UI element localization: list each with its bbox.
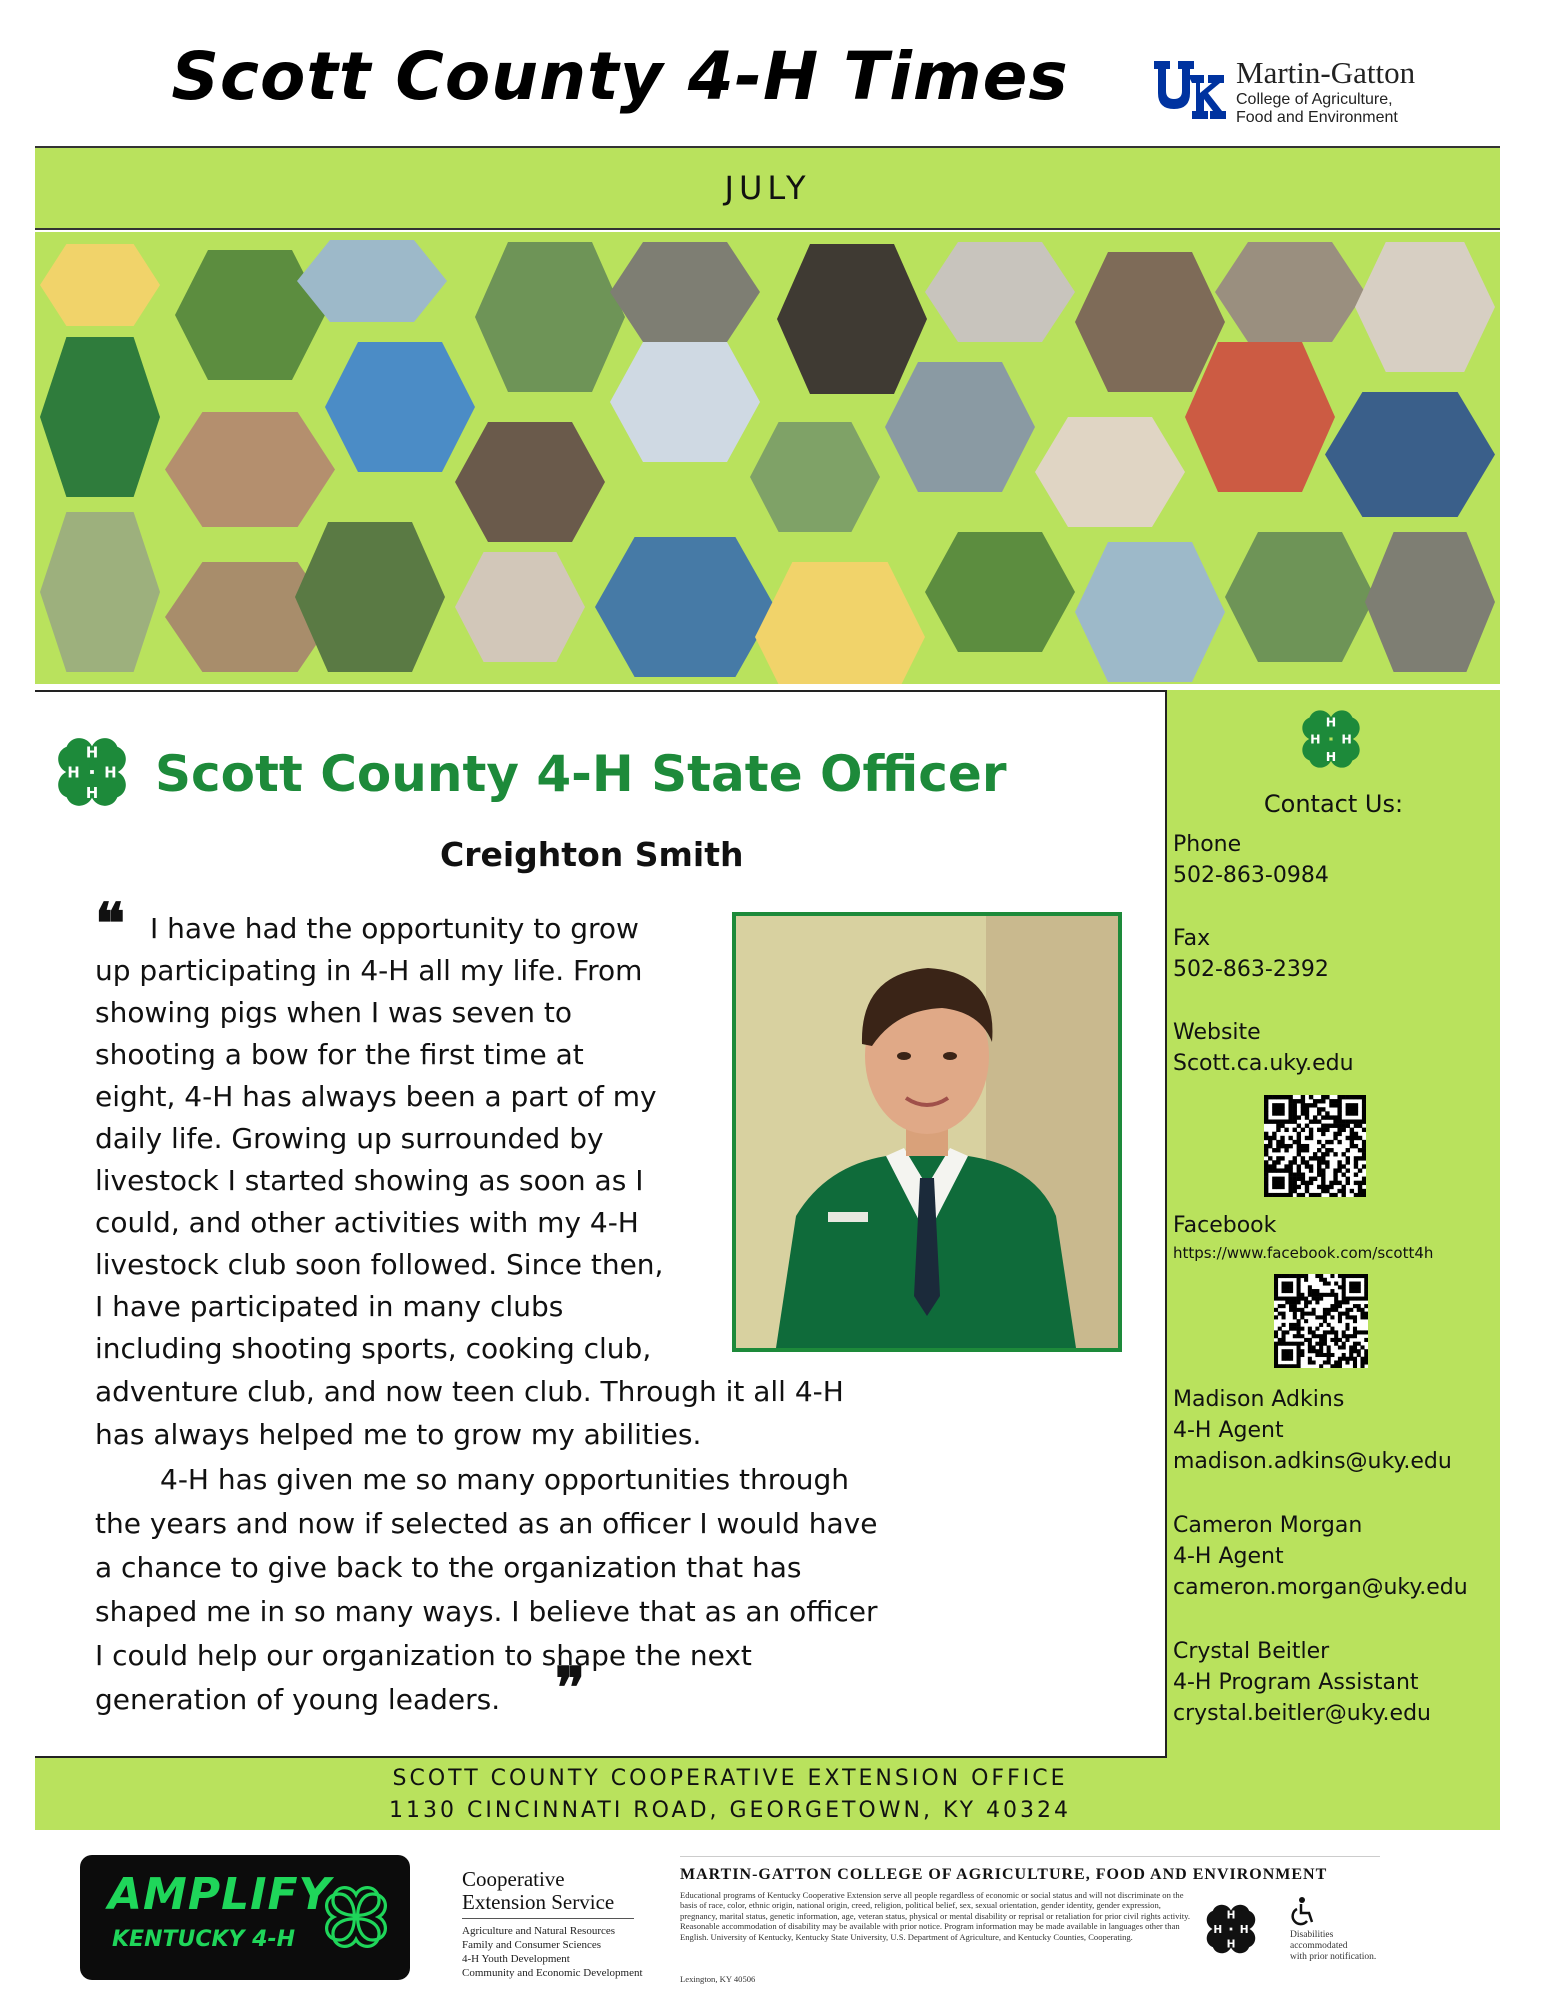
collage-photo — [455, 422, 605, 542]
uk-logo-sub-line2: Food and Environment — [1236, 109, 1398, 126]
collage-photo — [1365, 532, 1495, 672]
collage-photo — [40, 244, 160, 326]
four-h-clover-icon — [46, 726, 138, 818]
disability-line: Disabilities — [1290, 1930, 1334, 1940]
collage-photo — [40, 512, 160, 672]
svg-text:H: H — [1213, 1923, 1223, 1936]
website-qr-code-icon[interactable] — [1264, 1095, 1366, 1197]
collage-photo — [750, 422, 880, 532]
website-link[interactable]: Scott.ca.uky.edu — [1173, 1051, 1354, 1076]
amplify-subtext: KENTUCKY 4-H — [112, 1927, 295, 1952]
contact-role: 4-H Agent — [1173, 1418, 1284, 1443]
collage-photo — [1035, 417, 1185, 527]
quote-open-mark: ❝ — [95, 891, 126, 957]
article-line: up participating in 4-H all my life. From — [95, 954, 643, 987]
svg-text:H: H — [1226, 1938, 1236, 1951]
article-line: I could help our organization to shape the next — [95, 1639, 752, 1672]
fax-label: Fax — [1173, 926, 1211, 951]
contact-role: 4-H Agent — [1173, 1544, 1284, 1569]
article-line: I have participated in many clubs — [95, 1290, 564, 1323]
article-line: including shooting sports, cooking club, — [95, 1332, 652, 1365]
collage-photo — [885, 362, 1035, 492]
four-h-clover-icon — [1198, 1896, 1264, 1962]
office-address: 1130 CINCINNATI ROAD, GEORGETOWN, KY 40324 — [388, 1798, 1071, 1823]
ces-program: 4-H Youth Development — [462, 1953, 570, 1965]
svg-text:H: H — [1325, 714, 1337, 730]
contact-name: Madison Adkins — [1173, 1387, 1345, 1412]
svg-text:H: H — [1239, 1923, 1249, 1936]
collage-photo — [1325, 392, 1495, 517]
facebook-qr-code-icon[interactable] — [1274, 1274, 1368, 1368]
disability-line: with prior notification. — [1290, 1952, 1377, 1962]
ces-name-line1: Cooperative — [462, 1867, 565, 1891]
contact-name: Crystal Beitler — [1173, 1639, 1330, 1664]
collage-photo — [1215, 242, 1365, 342]
ces-name-line2: Extension Service — [462, 1890, 615, 1914]
newsletter-title: Scott County 4-H Times — [171, 38, 1069, 115]
svg-text:H: H — [1310, 731, 1321, 747]
article-line: could, and other activities with my 4-H — [95, 1206, 639, 1239]
collage-photo — [295, 522, 445, 672]
uk-logo-icon — [1150, 57, 1226, 119]
contact-email[interactable]: cameron.morgan@uky.edu — [1173, 1575, 1468, 1600]
collage-photo — [1075, 542, 1225, 682]
ces-program: Community and Economic Development — [462, 1967, 643, 1979]
college-address: Lexington, KY 40506 — [680, 1974, 756, 1984]
article-line: generation of young leaders. — [95, 1683, 501, 1716]
collage-photo — [1185, 342, 1335, 492]
collage-photo — [610, 342, 760, 462]
ces-divider — [462, 1918, 634, 1919]
portrait-photo-icon — [736, 916, 1118, 1348]
collage-photo — [595, 537, 775, 677]
svg-text:H: H — [1226, 1909, 1236, 1922]
collage-photo — [1225, 532, 1375, 662]
collage-photo — [925, 532, 1075, 652]
article-line: a chance to give back to the organization that has — [95, 1551, 802, 1584]
collage-photo — [1075, 252, 1225, 392]
article-title: Scott County 4-H State Officer — [155, 745, 1007, 803]
phone-label: Phone — [1173, 832, 1242, 857]
svg-text:H: H — [67, 764, 80, 782]
amplify-text: AMPLIFY — [108, 1869, 332, 1920]
quote-close-mark: ❞ — [555, 1655, 586, 1721]
collage-photo — [165, 412, 335, 527]
collage-photo — [925, 242, 1075, 342]
four-h-clover-icon — [316, 1877, 396, 1957]
footer-divider — [680, 1856, 1380, 1857]
ces-program: Family and Consumer Sciences — [462, 1939, 602, 1951]
college-heading: MARTIN-GATTON COLLEGE OF AGRICULTURE, FOOD AND ENVIRONMENT — [680, 1866, 1328, 1883]
article-line: 4-H has given me so many opportunities through — [160, 1463, 849, 1496]
article-line: has always helped me to grow my abilities. — [95, 1418, 702, 1451]
article-line: shaped me in so many ways. I believe that as an officer — [95, 1595, 878, 1628]
phone-number[interactable]: 502-863-0984 — [1173, 863, 1329, 888]
article-line: the years and now if selected as an officer I would have — [95, 1507, 878, 1540]
collage-photo — [455, 552, 585, 662]
contact-name: Cameron Morgan — [1173, 1513, 1363, 1538]
uk-logo-sub-line1: College of Agriculture, — [1236, 91, 1393, 108]
collage-photo — [755, 562, 925, 684]
fax-number: 502-863-2392 — [1173, 957, 1329, 982]
article-line: livestock club soon followed. Since then, — [95, 1248, 664, 1281]
article-line: shooting a bow for the first time at — [95, 1038, 584, 1071]
article-line: adventure club, and now teen club. Through it all 4-H — [95, 1375, 844, 1408]
collage-photo — [610, 242, 760, 342]
facebook-link[interactable]: https://www.facebook.com/scott4h — [1173, 1244, 1434, 1262]
uk-logo-name: Martin-Gatton — [1236, 55, 1416, 90]
contact-email[interactable]: madison.adkins@uky.edu — [1173, 1449, 1452, 1474]
website-label: Website — [1173, 1020, 1261, 1045]
svg-text:H: H — [85, 744, 99, 762]
photo-collage — [35, 232, 1500, 684]
article-line: showing pigs when I was seven to — [95, 996, 572, 1029]
collage-photo — [1355, 242, 1495, 372]
month-label: JULY — [724, 169, 811, 207]
svg-text:H: H — [1325, 748, 1337, 764]
article-line: daily life. Growing up surrounded by — [95, 1122, 604, 1155]
contact-role: 4-H Program Assistant — [1173, 1670, 1419, 1695]
facebook-label: Facebook — [1173, 1213, 1277, 1238]
four-h-clover-icon — [1292, 700, 1370, 778]
collage-photo — [475, 242, 625, 392]
svg-text:H: H — [104, 764, 117, 782]
uk-martin-gatton-logo — [1150, 55, 1480, 125]
state-officer-portrait — [732, 912, 1122, 1352]
nondiscrimination-statement: Educational programs of Kentucky Cooperative Extension serve all people regardless of economic or social status and will not discriminate on the basis of race, color, ethnic origin, national origin, creed, religion, political belief, sex, sexual orientation, gender identity, gender expression, pregnancy, marital status, genetic information, age, veteran status, physical or mental disability or reprisal or retaliation for prior civil rights activity. Reasonable accommodation of disability may be available with prior notice. Program information may be made available in languages other than English. University of Kentucky, Kentucky State University, U.S. Department of Agriculture, and Kentucky Counties, Cooperating. — [680, 1890, 1191, 1942]
ces-program: Agriculture and Natural Resources — [462, 1925, 616, 1937]
article-line: I have had the opportunity to grow — [150, 912, 639, 945]
accessibility-icon — [1288, 1896, 1318, 1926]
article-line: livestock I started showing as soon as I — [95, 1164, 644, 1197]
article-subtitle: Creighton Smith — [440, 835, 744, 874]
contact-email[interactable]: crystal.beitler@uky.edu — [1173, 1701, 1431, 1726]
svg-text:H: H — [1341, 731, 1352, 747]
office-name: SCOTT COUNTY COOPERATIVE EXTENSION OFFICE — [392, 1766, 1068, 1791]
collage-photo — [325, 342, 475, 472]
disability-note — [1290, 1930, 1376, 1963]
collage-photo — [777, 244, 927, 394]
contact-heading: Contact Us: — [1263, 790, 1404, 818]
collage-photo — [175, 250, 325, 380]
collage-photo — [40, 337, 160, 497]
svg-text:H: H — [85, 784, 99, 802]
amplify-kentucky-4h-logo — [80, 1855, 410, 1980]
disability-line: accommodated — [1290, 1941, 1348, 1951]
article-line: eight, 4-H has always been a part of my — [95, 1080, 657, 1113]
month-banner — [35, 146, 1500, 230]
